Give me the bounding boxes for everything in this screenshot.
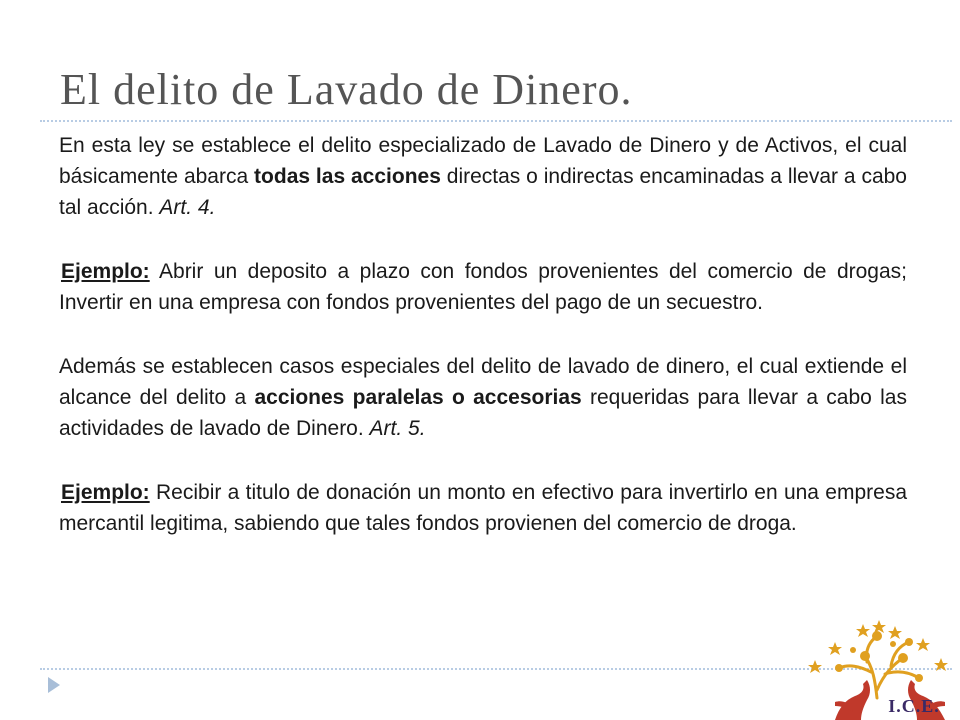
paragraph-example-2 bbox=[59, 477, 907, 539]
emphasis-text: acciones paralelas o accesorias bbox=[254, 386, 582, 409]
title-divider bbox=[40, 120, 952, 122]
article-reference: Art. 4. bbox=[159, 196, 216, 219]
triangle-bullet-icon bbox=[48, 677, 60, 693]
slide-body bbox=[59, 130, 907, 539]
paragraph-special-cases bbox=[59, 351, 907, 444]
paragraph-text: Recibir a titulo de donación un monto en efectivo para invertirlo en una empresa mercantil legitima, sabiendo que tales fondos provienen del comercio de droga. bbox=[59, 481, 907, 535]
paragraph-text: directas o indirectas encaminadas a llevar a cabo tal acción. bbox=[59, 165, 907, 219]
paragraph-text: Además se establecen casos especiales del delito de lavado de dinero, el cual extiende el alcance del delito a bbox=[59, 355, 907, 409]
article-reference: Art. 5. bbox=[369, 417, 426, 440]
paragraph-text: requeridas para llevar a cabo las actividades de lavado de Dinero. bbox=[59, 386, 907, 440]
emphasis-text: todas las acciones bbox=[254, 165, 441, 188]
example-label: Ejemplo: bbox=[61, 260, 150, 283]
example-label: Ejemplo: bbox=[61, 481, 150, 504]
logo-text: I.C.E. bbox=[888, 696, 940, 716]
paragraph-definition bbox=[59, 130, 907, 223]
paragraph-example-1 bbox=[59, 256, 907, 318]
paragraph-text: Abrir un deposito a plazo con fondos provenientes del comercio de drogas; Invertir en una empresa con fondos provenientes del pago de un secuestro. bbox=[59, 260, 907, 314]
slide-title: El delito de Lavado de Dinero. bbox=[60, 65, 633, 114]
paragraph-text: En esta ley se establece el delito especializado de Lavado de Dinero y de Activos, el cual básicamente abarca bbox=[59, 134, 907, 188]
